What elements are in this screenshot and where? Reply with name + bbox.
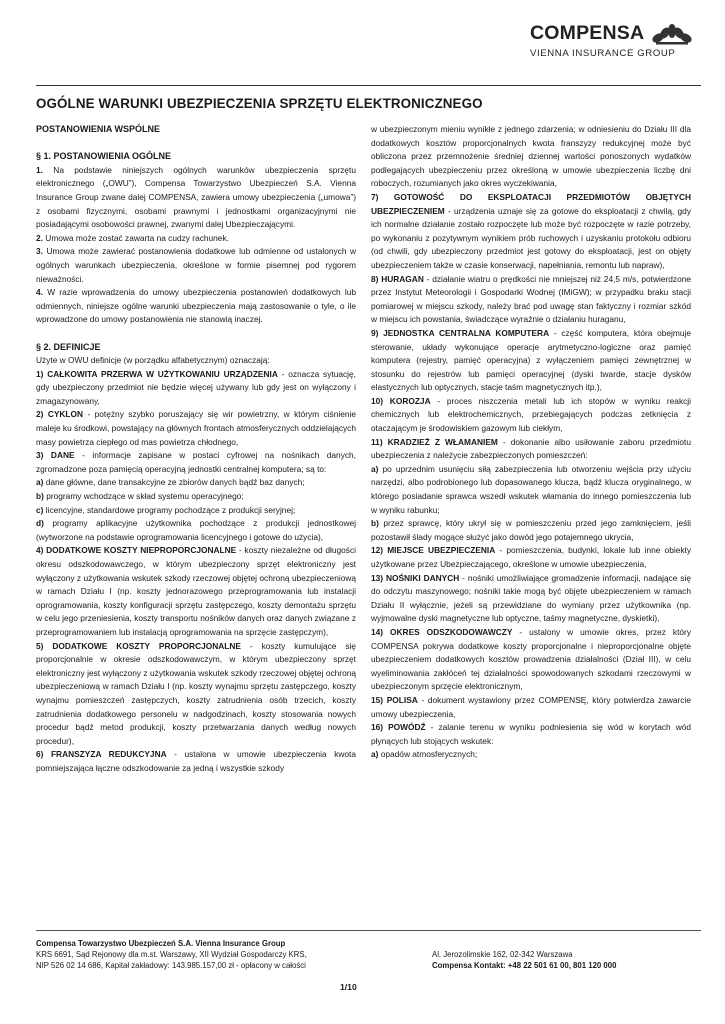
definition: 14) OKRES ODSZKODOWAWCZY - ustalony w umowie okres, przez który COMPENSA pokrywa dodatkowe koszty proporcjonalne i nieproporcjonalne objęte ubezpieczeniem dodatkowych kosztów prowadzenia działalności (Dział III), w celu wyeliminowania zakłóceń tej działalności spowodowanych szkodami rzeczowymi w ubezpieczonym sprzęcie elektronicznym, bbox=[371, 626, 691, 692]
document-title: OGÓLNE WARUNKI UBEZPIECZENIA SPRZĘTU ELEKTRONICZNEGO bbox=[36, 96, 483, 111]
footer-company-name: Compensa Towarzystwo Ubezpieczeń S.A. Vienna Insurance Group bbox=[36, 939, 286, 948]
definition: 9) JEDNOSTKA CENTRALNA KOMPUTERA - część komputera, która obejmuje sterowanie, układy wykonujące operacje arytmetyczno-logiczne oraz pamięć komputera (rejestry, pamięć operacyjna) z wyłączeniem pamięci zewnętrznej w stosunku do rejestrów lub pamięci operacyjnej (dyski twarde, stacje dysków elastycznych lub optycznych, stacje taśm magnetycznych itp.), bbox=[371, 327, 691, 393]
fan-logo-icon bbox=[650, 23, 694, 45]
footer-nip: NIP 526 02 14 686, Kapitał zakładowy: 143.985.157,00 zł - opłacony w całości bbox=[36, 961, 306, 970]
clause: 1. Na podstawie niniejszych ogólnych warunków ubezpieczenia sprzętu elektronicznego („OWU”), Compensa Towarzystwo Ubezpieczeń S.A. Vienna Insurance Group zwane dalej COMPENSA, zawiera umowy ubezpieczenia („umowa”) z osobami fizycznymi, osobami prawnymi i jednostkami organizacyjnymi nie posiadającymi osobowości prawnej, zwanymi dalej Ubezpieczającymi. bbox=[36, 164, 356, 230]
definition: 10) KOROZJA - proces niszczenia metali lub ich stopów w wyniku reakcji chemicznych lub elektrochemicznych, przebiegających podczas zetknięcia z otaczającym je środowiskiem gazowym lub ciekłym, bbox=[371, 395, 691, 434]
section-heading: POSTANOWIENIA WSPÓLNE bbox=[36, 124, 161, 134]
brand-name: COMPENSA bbox=[530, 22, 645, 44]
definition: 15) POLISA - dokument wystawiony przez COMPENSĘ, który potwierdza zawarcie umowy ubezpieczenia, bbox=[371, 694, 691, 719]
definition: 13) NOŚNIKI DANYCH - nośniki umożliwiające gromadzenie informacji, nadające się do odczytu maszynowego; nośniki takie mogą być objęte ubezpieczeniem w ramach Działu II wyłącznie, jeżeli są przewidziane do wymiany przez użytkownika (np. wyjmowalne dyski magnetyczne lub optyczne, taśmy magnetyczne, dyskietki), bbox=[371, 572, 691, 624]
definition: 11) KRADZIEŻ Z WŁAMANIEM - dokonanie albo usiłowanie zaboru przedmiotu ubezpieczenia z należycie zabezpieczonych pomieszczeń: bbox=[371, 436, 691, 461]
clause: 3. Umowa może zawierać postanowienia dodatkowe lub odmienne od ustalonych w ogólnych warunkach ubezpieczenia, określone w formie pisemnej pod rygorem nieważności. bbox=[36, 246, 356, 284]
definition: 7) GOTOWOŚĆ DO EKSPLOATACJI PRZEDMIOTÓW OBJĘTYCH UBEZPIECZENIEM - urządzenia uznaje się za gotowe do eksploatacji z chwilą, gdy ich normalne działanie zostało rozpoczęte lub może być rozpoczęte w razie potrzeby, po wykonaniu z pozytywnym wynikiem prób ruchowych i uzyskaniu protokołu odbioru (od chwili, gdy ubezpieczony przedmiot jest gotowy do eksploatacji, jest on objęty ubezpieczeniem także w czasie konserwacji, napełniania, remontu lub napraw), bbox=[371, 191, 691, 270]
footer-company-info bbox=[36, 938, 416, 971]
definition-item: b) programy wchodzące w skład systemu operacyjnego; bbox=[36, 491, 244, 502]
definition: 12) MIEJSCE UBEZPIECZENIA - pomieszczenia, budynki, lokale lub inne obiekty użytkowane przez Ubezpieczającego, określone w umowie ubezpieczenia, bbox=[371, 545, 691, 569]
definitions-intro: Użyte w OWU definicje (w porządku alfabetycznym) oznaczają: bbox=[36, 355, 270, 366]
definition: 16) POWÓDŹ - zalanie terenu w wyniku podniesienia się wód w korytach wód płynących lub stojących wskutek: bbox=[371, 722, 692, 746]
footer-contact-info bbox=[432, 949, 725, 971]
definition: 2) CYKLON - potężny szybko poruszający się wir powietrzny, w którym ciśnienie maleje ku środkowi, powstający na głównych frontach atmosferycznych oddzielających masy powietrza ciepłego od mas powietrza chłodnego, bbox=[36, 409, 357, 447]
definition: 8) HURAGAN - działanie wiatru o prędkości nie mniejszej niż 24,5 m/s, potwierdzone przez Instytut Meteorologii i Gospodarki Wodnej (IMiGW); w przypadku braku stacji pomiarowej w miejscu szkody, należy brać pod uwagę stan faktyczny i rozmiar szkód w miejscu ich powstania, świadczące wyraźnie o działaniu huraganu, bbox=[371, 273, 691, 325]
definition-item: a) dane główne, dane transakcyjne ze zbiorów danych bądź baz danych; bbox=[36, 477, 305, 488]
clause: 4. W razie wprowadzenia do umowy ubezpieczenia postanowień dodatkowych lub odmiennych, niniejsze ogólne warunki ubezpieczenia mają zastosowanie o tyle, o ile wprowadzone do umowy postanowienia nie stanowią inaczej. bbox=[36, 287, 356, 325]
compensa-logo bbox=[530, 22, 700, 59]
definition-item: a) po uprzednim usunięciu siłą zabezpieczenia lub otworzeniu wejścia przy użyciu narzędzi, albo podrobionego lub dopasowanego klucza, bądź klucza oryginalnego, w którego posiadanie sprawca wszedł wskutek włamania do innego pomieszczenia lub w wyniku rabunku; bbox=[371, 463, 691, 515]
footer-address: Al. Jerozolimskie 162, 02-342 Warszawa bbox=[432, 950, 573, 959]
definition-continuation: w ubezpieczonym mieniu wynikłe z jednego zdarzenia; w odniesieniu do Działu III dla dodatkowych kosztów proporcjonalnych kwota franszyzy redukcyjnej może być obliczona przez przemnożenie średniej dziennej wartości ponoszonych wydatków podlegających ubezpieczeniu przez określoną w umowie ubezpieczenia liczbę dni roboczych, rozumianych jako okres wyczekiwania, bbox=[371, 124, 691, 189]
definition-item: d) programy aplikacyjne użytkownika pochodzące z produkcji jednostkowej (wytworzone na podstawie oprogramowania licencyjnego i gotowe do użycia), bbox=[36, 518, 356, 542]
paragraph-heading: § 1. POSTANOWIENIA OGÓLNE bbox=[36, 151, 172, 162]
footer-contact: Compensa Kontakt: +48 22 501 61 00, 801 120 000 bbox=[432, 961, 617, 970]
paragraph-heading: § 2. DEFINICJE bbox=[36, 341, 101, 352]
definition-item: a) opadów atmosferycznych; bbox=[371, 749, 478, 760]
brand-group: VIENNA INSURANCE GROUP bbox=[530, 48, 676, 59]
definition: 4) DODATKOWE KOSZTY NIEPROPORCJONALNE - koszty niezależne od długości okresu odszkodowawczego, w którym ubezpieczony sprzęt elektroniczny jest wyłączony z użytkowania wskutek szkody rzeczowej objętej ochroną ubezpieczeniową w ramach Działu I (np. koszty jednorazowego przeprogramowania lub instalacji oprogramowania, koszty konfiguracji sprzętu zastępczego, koszty demontażu sprzętu w celu jego przeniesienia, koszty transportu nośników danych oraz danych związane z przeprogramowaniem lub instalacją oprogramowania na sprzęcie zastępczym), bbox=[36, 545, 356, 637]
left-column bbox=[36, 123, 356, 776]
header-divider bbox=[36, 85, 701, 86]
definition: 1) CAŁKOWITA PRZERWA W UŻYTKOWANIU URZĄDZENIA - oznacza sytuację, gdy ubezpieczony przedmiot nie będzie więcej używany lub gdy jest on wyłączony i zmagazynowany, bbox=[36, 368, 356, 406]
definition-item: c) licencyjne, standardowe programy pochodzące z produkcji seryjnej; bbox=[36, 504, 296, 515]
right-column bbox=[371, 123, 691, 762]
footer bbox=[36, 930, 701, 970]
definition-item: b) przez sprawcę, który ukrył się w pomieszczeniu przed jego zamknięciem, jeśli pozostawił ślady mogące służyć jako dowód jego potajemnego ukrycia, bbox=[371, 518, 691, 542]
definition: 6) FRANSZYZA REDUKCYJNA - ustalona w umowie ubezpieczenia kwota pomniejszająca łączne odszkodowanie za jedną i wszystkie szkody bbox=[36, 749, 356, 773]
definition: 3) DANE - informacje zapisane w postaci cyfrowej na nośnikach danych, zgromadzone poza pamięcią operacyjną jednostki centralnej komputera; są to: bbox=[36, 450, 356, 474]
clause: 2. Umowa może zostać zawarta na cudzy rachunek. bbox=[36, 232, 229, 243]
footer-krs: KRS 6691, Sąd Rejonowy dla m.st. Warszawy, XII Wydział Gospodarczy KRS, bbox=[36, 950, 307, 959]
definition: 5) DODATKOWE KOSZTY PROPORCJONALNE - koszty kumulujące się proporcjonalnie w okresie odszkodowawczym, w którym ubezpieczony sprzęt elektroniczny jest wyłączony z użytkowania wskutek szkody rzeczowej objętej ochroną ubezpieczeniową w ramach Działu I (np. koszty wynajmu sprzętu zastępczego, koszty wynajmu pomieszczeń zastępczych, koszty zatrudnienia osób trzecich, koszty zatrudnienia dodatkowego personelu w nadgodzinach, koszty stosowania nowych procedur bądź metod produkcji, koszty przetwarzania danych według nowych procedur), bbox=[36, 640, 356, 746]
page-number: 1/10 bbox=[340, 982, 357, 992]
